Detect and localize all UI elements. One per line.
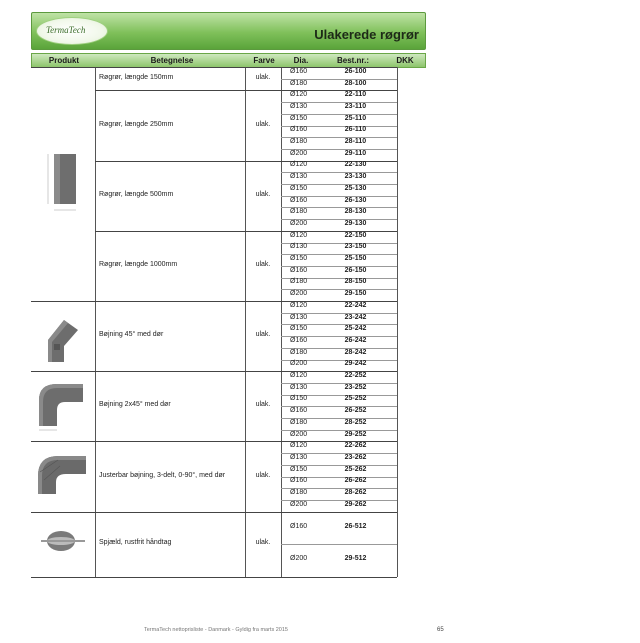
order-number: 29-252	[344, 430, 367, 438]
column-divider	[245, 67, 246, 577]
order-number: 26-242	[344, 336, 367, 344]
col-farve: Farve	[253, 56, 275, 65]
diameter-value: Ø200	[290, 290, 308, 298]
order-number: 28-130	[344, 208, 367, 216]
diameter-value: Ø160	[290, 67, 308, 75]
diameter-value: Ø150	[290, 114, 308, 122]
diameter-value: Ø160	[290, 336, 308, 344]
order-number: 23-110	[344, 102, 367, 110]
order-number: 25-262	[344, 465, 367, 473]
order-number: 23-262	[344, 453, 367, 461]
table-bottom-border	[31, 577, 397, 578]
diameter-value: Ø160	[290, 126, 308, 134]
diameter-value: Ø200	[290, 430, 308, 438]
page-footer: TermaTech nettoprisliste - Danmark - Gyldig fra marts 2015	[144, 627, 288, 633]
order-number: 26-110	[344, 126, 367, 134]
diameter-value: Ø120	[290, 161, 308, 169]
order-number: 25-242	[344, 325, 367, 333]
order-number: 26-512	[344, 522, 367, 530]
group-divider	[31, 512, 397, 513]
order-number: 29-110	[344, 149, 367, 157]
color-code: ulak.	[255, 401, 271, 409]
diameter-value: Ø180	[290, 348, 308, 356]
order-number: 29-130	[344, 219, 367, 227]
diameter-value: Ø120	[290, 301, 308, 309]
product-description: Røgrør, længde 150mm	[99, 73, 174, 81]
col-dia: Dia.	[293, 56, 309, 65]
logo-text: TermaTech	[46, 25, 86, 35]
order-number: 25-110	[344, 114, 367, 122]
diameter-value: Ø160	[290, 522, 308, 530]
order-number: 26-130	[344, 196, 367, 204]
order-number: 22-262	[344, 442, 367, 450]
product-description: Bøjning 2x45° med dør	[99, 401, 171, 409]
col-produkt: Produkt	[48, 56, 80, 65]
order-number: 25-252	[344, 395, 367, 403]
diameter-value: Ø130	[290, 383, 308, 391]
diameter-value: Ø200	[290, 500, 308, 508]
diameter-value: Ø200	[290, 219, 308, 227]
diameter-value: Ø160	[290, 266, 308, 274]
diameter-value: Ø120	[290, 372, 308, 380]
order-number: 22-130	[344, 161, 367, 169]
diameter-value: Ø130	[290, 313, 308, 321]
order-number: 26-150	[344, 266, 367, 274]
diameter-value: Ø130	[290, 243, 308, 251]
product-description: Justerbar bøjning, 3-delt, 0-90°, med dør	[99, 471, 226, 479]
diameter-value: Ø180	[290, 138, 308, 146]
order-number: 26-252	[344, 407, 367, 415]
adjustable-elbow-illustration	[34, 450, 92, 500]
order-number: 23-130	[344, 173, 367, 181]
color-code: ulak.	[255, 260, 271, 268]
order-number: 23-242	[344, 313, 367, 321]
order-number: 25-150	[344, 255, 367, 263]
diameter-value: Ø160	[290, 196, 308, 204]
diameter-value: Ø120	[290, 91, 308, 99]
row-divider	[281, 544, 397, 545]
order-number: 28-242	[344, 348, 367, 356]
order-number: 28-262	[344, 489, 367, 497]
order-number: 26-100	[344, 67, 367, 75]
order-number: 23-252	[344, 383, 367, 391]
color-code: ulak.	[255, 120, 271, 128]
diameter-value: Ø200	[290, 149, 308, 157]
order-number: 26-262	[344, 477, 367, 485]
order-number: 28-100	[344, 79, 367, 87]
diameter-value: Ø180	[290, 418, 308, 426]
diameter-value: Ø130	[290, 173, 308, 181]
diameter-value: Ø130	[290, 453, 308, 461]
diameter-value: Ø150	[290, 184, 308, 192]
order-number: 22-252	[344, 372, 367, 380]
product-description: Røgrør, længde 500mm	[99, 190, 174, 198]
product-description: Spjæld, rustfrit håndtag	[99, 539, 172, 547]
diameter-value: Ø160	[290, 407, 308, 415]
product-description: Røgrør, længde 250mm	[99, 120, 174, 128]
diameter-value: Ø120	[290, 231, 308, 239]
diameter-value: Ø160	[290, 477, 308, 485]
order-number: 29-150	[344, 290, 367, 298]
diameter-value: Ø150	[290, 395, 308, 403]
diameter-value: Ø200	[290, 555, 308, 563]
order-number: 29-512	[344, 555, 367, 563]
elbow-45-illustration	[38, 310, 88, 366]
diameter-value: Ø150	[290, 255, 308, 263]
table-header	[31, 53, 426, 68]
diameter-value: Ø180	[290, 79, 308, 87]
column-divider	[95, 67, 96, 577]
damper-illustration	[38, 528, 88, 554]
order-number: 29-262	[344, 500, 367, 508]
color-code: ulak.	[255, 331, 271, 339]
page-banner	[31, 12, 426, 50]
page-title: Ulakerede røgrør	[314, 27, 419, 42]
diameter-value: Ø180	[290, 208, 308, 216]
termatech-logo	[36, 17, 108, 45]
order-number: 28-252	[344, 418, 367, 426]
order-number: 22-150	[344, 231, 367, 239]
pipe-illustration	[42, 150, 90, 218]
diameter-value: Ø200	[290, 360, 308, 368]
order-number: 22-242	[344, 301, 367, 309]
col-bestnr: Best.nr.:	[336, 56, 369, 65]
color-code: ulak.	[255, 73, 271, 81]
color-code: ulak.	[255, 190, 271, 198]
color-code: ulak.	[255, 471, 271, 479]
order-number: 28-150	[344, 278, 367, 286]
diameter-value: Ø120	[290, 442, 308, 450]
order-number: 23-150	[344, 243, 367, 251]
order-number: 29-242	[344, 360, 367, 368]
product-description: Bøjning 45° med dør	[99, 331, 164, 339]
diameter-value: Ø150	[290, 325, 308, 333]
order-number: 25-130	[344, 184, 367, 192]
page-number: 65	[437, 627, 444, 633]
col-betegnelse: Betegnelse	[150, 56, 194, 65]
diameter-value: Ø130	[290, 102, 308, 110]
order-number: 22-110	[344, 91, 367, 99]
product-description: Røgrør, længde 1000mm	[99, 260, 178, 268]
diameter-value: Ø180	[290, 278, 308, 286]
color-code: ulak.	[255, 539, 271, 547]
diameter-value: Ø180	[290, 489, 308, 497]
elbow-2x45-illustration	[35, 378, 91, 434]
col-dkk: DKK	[396, 56, 414, 65]
order-number: 28-110	[344, 138, 367, 146]
diameter-value: Ø150	[290, 465, 308, 473]
column-divider	[397, 67, 398, 577]
